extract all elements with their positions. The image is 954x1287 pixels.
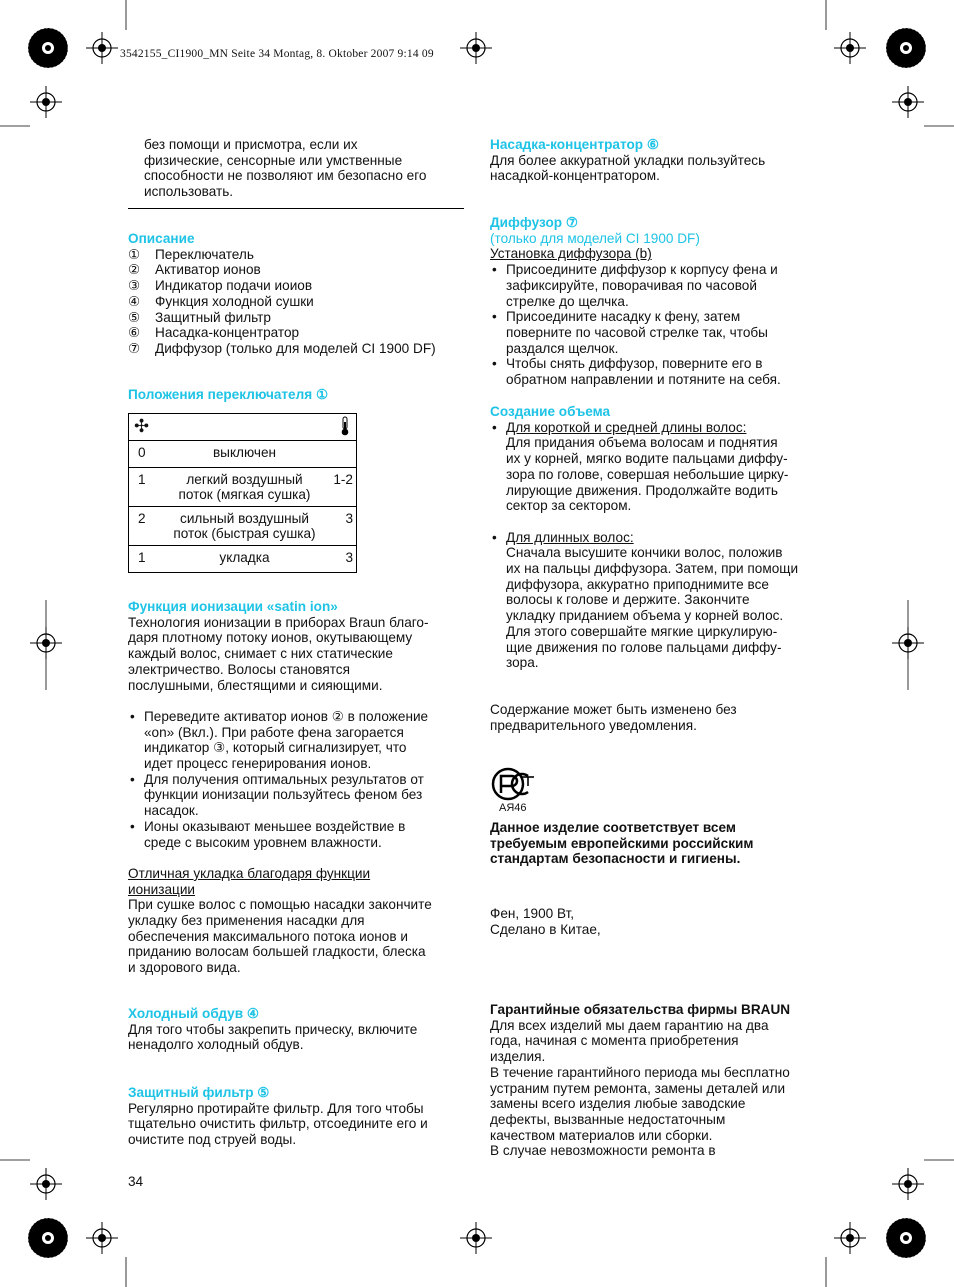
print-header: 3542155_CI1900_MN Seite 34 Montag, 8. Oktober 2007 9:14 09 <box>120 48 434 60</box>
page-number: 34 <box>128 1174 144 1189</box>
registration-star-icon <box>886 28 926 68</box>
warranty-section: Гарантийные обязательства фирмы BRAUN Для всех изделий мы даем гарантию на два года, начиная с момента приобретения изделия. В течение гарантийного периода мы бесплатно устраним путем ремонта, замены деталей или замены всего изделия любые заводские дефекты, вызванные недостаточным качеством материалов или сборки. В случае невозможности ремонта в <box>490 1002 830 1159</box>
ion-title: Функция ионизации «satin ion» <box>128 599 338 614</box>
cold-section: Холодный обдув ④ Для того чтобы закрепить прическу, включите ненадолго холодный обдув. <box>128 1006 464 1053</box>
ion-bullet: • Переведите активатор ионов ② в положение «on» (Вкл.). При работе фена загорается индикатор ③, который сигнализирует, что идет процесс генерирования ионов. <box>128 709 464 772</box>
notice-text: Содержание может быть изменено без предварительного уведомления. <box>490 702 737 733</box>
switch-row: 0 выключен <box>138 445 277 460</box>
registration-cross-icon <box>460 32 492 64</box>
filter-section: Защитный фильтр ⑤ Регулярно протирайте фильтр. Для того чтобы тщательно очистить фильтр, отсоедините его и очистите под струей воды. <box>128 1085 464 1148</box>
filter-title: Защитный фильтр ⑤ <box>128 1085 270 1100</box>
diffuser-bullet: • Присоедините диффузор к корпусу фена и зафиксируйте, поворачивая по часовой стрелке до щелчка. <box>490 262 830 309</box>
gost-logo: АЯ46 <box>490 766 540 821</box>
concentrator-title: Насадка-концентратор ⑥ <box>490 137 660 152</box>
volume-section: Создание объема • Для короткой и средней длины волос: Для придания объема волосам и поднятия их у корней, мягко водите пальцами диффу- зора по голове, совершая небольшие цирку- лирующие движения. Продолжайте водить сектор за сектором. • Для длинных волос: Сначала высушите кончики волос, положив их на пальцы диффузора. Затем, при помощи диффузора, аккуратно приподнимите все волосы к голове и держите. Закончите укладку приданием объема у корней волос. Для этого совершайте мягкие циркулирую- щие движения по голове пальцами диффу- зора. <box>490 404 830 671</box>
switch-row: 1 укладка 3 <box>138 550 353 565</box>
diffuser-section: Диффузор ⑦ (только для моделей CI 1900 DF) Установка диффузора (b) • Присоедините диффузор к корпусу фена и зафиксируйте, поворачивая по часовой стрелке до щелчка. • Присоедините насадку к фену, затем поверните по часовой стрелке так, чтобы раздался щелчок. • Чтобы снять диффузор, поверните его в обратном направлении и потяните на себя. <box>490 215 830 388</box>
concentrator-section: Насадка-концентратор ⑥ Для более аккуратной укладки пользуйтесь насадкой-концентратором. <box>490 137 830 184</box>
registration-cross-icon <box>892 1168 924 1200</box>
diffuser-bullet: • Чтобы снять диффузор, поверните его в обратном направлении и потяните на себя. <box>490 356 830 387</box>
warranty-title: Гарантийные обязательства фирмы BRAUN <box>490 1002 791 1017</box>
ion-bullet: • Для получения оптимальных результатов от функции ионизации пользуйтесь феном без насадок. <box>128 772 464 819</box>
registration-star-icon <box>886 1218 926 1258</box>
switch-row: 2 сильный воздушный поток (быстрая сушка) 3 <box>138 511 353 542</box>
registration-star-icon <box>28 28 68 68</box>
registration-cross-icon <box>834 1222 866 1254</box>
registration-cross-icon <box>892 86 924 118</box>
registration-cross-icon <box>30 1168 62 1200</box>
description-title: Описание <box>128 231 195 246</box>
ion-subtitle: Отличная укладка благодаря функции <box>128 865 371 881</box>
switch-table <box>128 413 357 573</box>
registration-cross-icon <box>834 32 866 64</box>
ion-bullet: • Ионы оказывают меньшее воздействие в среде с высоким уровнем влажности. <box>128 819 464 850</box>
registration-cross-icon <box>86 32 118 64</box>
diffuser-bullet: • Присоедините насадку к фену, затем поверните по часовой стрелке так, чтобы раздался щелчок. <box>490 309 830 356</box>
registration-cross-icon <box>460 1222 492 1254</box>
diffuser-title: Диффузор ⑦ <box>490 215 579 230</box>
gost-statement: Данное изделие соответствует всем требуемым европейскими российским стандартам безопасности и гигиены. <box>490 820 754 867</box>
ion-section: Функция ионизации «satin ion» Технология ионизации в приборах Braun благо- даря плотному потоку ионов, окутывающему каждый волос, снимает с них статические электричество. Волосы становятся послушными, блестящими и сияющими. • Переведите активатор ионов ② в положение «on» (Вкл.). При работе фена загорается индикатор ③, который сигнализирует, что идет процесс генерирования ионов. • Для получения оптимальных результатов от функции ионизации пользуйтесь феном без насадок. • Ионы оказывают меньшее воздействие в среде с высоким уровнем влажности. Отличная укладка благодаря функции ионизации При сушке волос с помощью насадки закончите укладку без применения насадки для обеспечения максимального потока ионов и приданию волосам большей гладкости, блеска и здорового вида. <box>128 599 464 976</box>
cold-title: Холодный обдув ④ <box>128 1006 260 1021</box>
fan-icon: ✣ <box>134 416 150 436</box>
description-section: Описание ① Переключатель ② Активатор ионов ③ Индикатор подачи иоиов ④ Функция холодной сушки ⑤ Защитный фильтр ⑥ Насадка-концентратор ⑦ Диффузор (только для моделей CI 1900 DF) <box>128 231 464 357</box>
volume-title: Создание объема <box>490 404 611 419</box>
registration-cross-icon <box>86 1222 118 1254</box>
intro-text: без помощи и присмотра, если их физические, сенсорные или умственные способности не позволяют им безопасно его использовать. <box>144 137 427 200</box>
diffuser-subtitle: (только для моделей CI 1900 DF) <box>490 230 700 246</box>
section-divider <box>128 208 464 209</box>
switch-row: 1 легкий воздушный поток (мягкая сушка) 1-2 <box>138 472 353 503</box>
registration-star-icon <box>28 1218 68 1258</box>
registration-cross-icon <box>30 86 62 118</box>
product-info: Фен, 1900 Вт, Сделано в Китае, <box>490 906 601 937</box>
thermometer-icon <box>340 416 350 439</box>
switch-title: Положения переключателя ① <box>128 387 329 402</box>
